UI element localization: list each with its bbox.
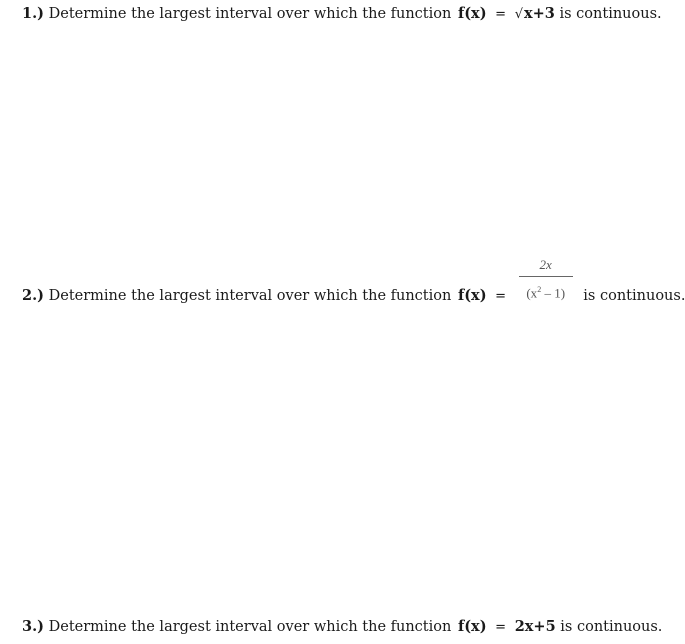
problem-text: Determine the largest interval over which the function	[48, 6, 452, 22]
fraction-expression	[515, 257, 577, 301]
denominator-base: (x	[526, 285, 538, 301]
problem-suffix: is continuous.	[559, 6, 662, 22]
function-label: f(x)	[457, 287, 487, 304]
fraction-numerator: 2x	[539, 257, 552, 272]
denominator-exponent: 2	[537, 285, 542, 294]
fraction-bar	[519, 276, 573, 277]
function-expression: 2x+5	[514, 618, 556, 635]
problem-3	[22, 620, 662, 635]
equals-sign: =	[495, 289, 507, 304]
function-label: f(x)	[457, 618, 487, 635]
problem-number: 3.)	[22, 618, 44, 635]
problem-number: 2.)	[22, 287, 44, 304]
problem-text: Determine the largest interval over which the function	[48, 619, 452, 635]
function-label: f(x)	[457, 5, 487, 22]
problem-2	[22, 257, 685, 304]
square-root-symbol: √	[514, 7, 523, 22]
equals-sign: =	[495, 7, 507, 22]
problem-1	[22, 7, 662, 22]
problem-text: Determine the largest interval over which the function	[48, 288, 452, 304]
problem-suffix: is continuous.	[583, 288, 685, 304]
problem-suffix: is continuous.	[560, 619, 663, 635]
fraction-denominator	[515, 286, 577, 299]
denominator-rest: – 1)	[541, 285, 566, 301]
problem-number: 1.)	[22, 5, 44, 22]
equals-sign: =	[495, 620, 507, 635]
function-expression: x+3	[523, 5, 555, 22]
